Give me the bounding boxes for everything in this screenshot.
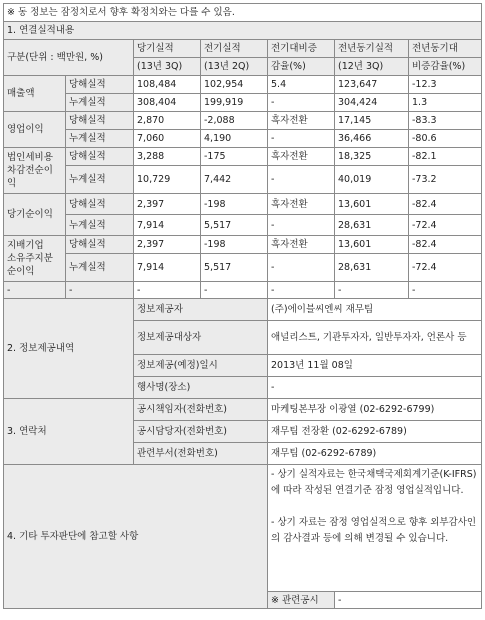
table-row (4, 130, 482, 148)
related-label: ※ 관련공시 (268, 592, 335, 609)
cell-yoy: 123,647 (335, 76, 409, 94)
cell-yoyp: -82.4 (409, 236, 482, 254)
cell-yoyp: -72.4 (409, 215, 482, 236)
cell-qoq: - (268, 166, 335, 194)
cell-prev: -198 (201, 236, 268, 254)
cell-prev: 102,954 (201, 76, 268, 94)
cell-yoyp: -72.4 (409, 254, 482, 282)
metric-name-line: 지배기업 (7, 240, 44, 251)
provider-value: (주)에이블씨엔씨 재무팀 (268, 299, 482, 321)
period-type: 누계실적 (66, 215, 134, 236)
cell-yoyp: -83.3 (409, 112, 482, 130)
cell-cur: 3,288 (134, 148, 201, 166)
period-type: 누계실적 (66, 130, 134, 148)
cell-cur: 7,060 (134, 130, 201, 148)
period-type: 누계실적 (66, 166, 134, 194)
dash-cell: - (268, 282, 335, 299)
table-row (4, 166, 482, 194)
metric-name-line: 차감전순이 (7, 165, 53, 176)
section4-title: 4. 기타 투자판단에 참고할 사항 (4, 465, 268, 609)
cell-qoq: - (268, 130, 335, 148)
metric-name: 매출액 (4, 76, 66, 112)
cell-yoyp: -82.4 (409, 194, 482, 215)
period-type: 당해실적 (66, 148, 134, 166)
cell-qoq: 흑자전환 (268, 236, 335, 254)
cell-prev: 199,919 (201, 94, 268, 112)
table-row (4, 112, 482, 130)
dash-cell: - (4, 282, 66, 299)
cell-yoyp: -12.3 (409, 76, 482, 94)
period-type: 당해실적 (66, 76, 134, 94)
cell-qoq: - (268, 254, 335, 282)
table-row (4, 236, 482, 254)
yoy-header: 전년동기실적 (335, 40, 409, 58)
metric-name-line: 순이익 (7, 266, 35, 277)
cell-yoy: 17,145 (335, 112, 409, 130)
disclosure-form (3, 3, 481, 609)
table-row (4, 194, 482, 215)
cell-prev: 4,190 (201, 130, 268, 148)
cell-qoq: - (268, 215, 335, 236)
staff-value: 재무팀 전장환 (02-6292-6789) (268, 421, 482, 443)
cell-prev: -175 (201, 148, 268, 166)
cell-qoq: - (268, 94, 335, 112)
dash-cell: - (134, 282, 201, 299)
cell-prev: 5,517 (201, 215, 268, 236)
cell-prev: -2,088 (201, 112, 268, 130)
empty-row (4, 282, 482, 299)
cell-yoy: 304,424 (335, 94, 409, 112)
cell-qoq: 5.4 (268, 76, 335, 94)
section1-title-row (4, 22, 482, 40)
cell-cur: 2,397 (134, 194, 201, 215)
metric-name (4, 236, 66, 282)
cell-yoy: 40,019 (335, 166, 409, 194)
cell-yoy: 13,601 (335, 194, 409, 215)
cell-cur: 10,729 (134, 166, 201, 194)
cell-yoy: 13,601 (335, 236, 409, 254)
cur-period: (13년 3Q) (134, 58, 201, 76)
table-row (4, 254, 482, 282)
cell-cur: 7,914 (134, 215, 201, 236)
metric-name-line: 법인세비용 (7, 152, 53, 163)
cell-yoy: 28,631 (335, 215, 409, 236)
notice-text: ※ 동 정보는 잠정치로서 향후 확정치와는 다를 수 있음. (4, 4, 482, 22)
table-row (4, 94, 482, 112)
cell-yoy: 28,631 (335, 254, 409, 282)
remark-spacer (271, 499, 478, 515)
yoyp-unit: 비증감율(%) (409, 58, 482, 76)
period-type: 누계실적 (66, 94, 134, 112)
cell-cur: 2,870 (134, 112, 201, 130)
cell-prev: 7,442 (201, 166, 268, 194)
venue-value: - (268, 377, 482, 399)
cell-yoyp: 1.3 (409, 94, 482, 112)
cell-yoyp: -73.2 (409, 166, 482, 194)
cell-cur: 108,484 (134, 76, 201, 94)
section1-title: 1. 연결실적내용 (4, 22, 482, 40)
prev-header: 전기실적 (201, 40, 268, 58)
target-label: 정보제공대상자 (134, 321, 268, 355)
table-row (4, 215, 482, 236)
cell-cur: 7,914 (134, 254, 201, 282)
cell-qoq: 흑자전환 (268, 194, 335, 215)
cell-yoyp: -80.6 (409, 130, 482, 148)
metric-name-line: 익 (7, 178, 17, 189)
remark-note-2: - 상기 자료는 잠정 영업실적으로 향후 외부감사인의 감사결과 등에 의해 변경될 수 있습니다. (271, 517, 477, 544)
contact-row (4, 399, 482, 421)
dept-label: 관련부서(전화번호) (134, 443, 268, 465)
header-row-1 (4, 40, 482, 58)
metric-name: 당기순이익 (4, 194, 66, 236)
disclosure-table (3, 3, 482, 609)
venue-label: 행사명(장소) (134, 377, 268, 399)
cell-prev: -198 (201, 194, 268, 215)
date-value: 2013년 11월 08일 (268, 355, 482, 377)
cell-yoyp: -82.1 (409, 148, 482, 166)
cur-header: 당기실적 (134, 40, 201, 58)
target-value: 애널리스트, 기관투자자, 일반투자자, 언론사 등 (268, 321, 482, 355)
remark-note-1: - 상기 실적자료는 한국채택국제회계기준(K-IFRS)에 따라 작성된 연결기준 잠정 영업실적입니다. (271, 469, 477, 496)
dept-value: 재무팀 (02-6292-6789) (268, 443, 482, 465)
dash-cell: - (201, 282, 268, 299)
qoq-header: 전기대비증 (268, 40, 335, 58)
cell-qoq: 흑자전환 (268, 148, 335, 166)
cell-yoy: 36,466 (335, 130, 409, 148)
section2-title: 2. 정보제공내역 (4, 299, 134, 399)
info-row (4, 299, 482, 321)
officer-value: 마케팅본부장 이광열 (02-6292-6799) (268, 399, 482, 421)
period-type: 당해실적 (66, 236, 134, 254)
table-row (4, 76, 482, 94)
unit-header: 구분(단위 : 백만원, %) (4, 40, 134, 76)
related-value: - (335, 592, 482, 609)
notice-row (4, 4, 482, 22)
qoq-unit: 감율(%) (268, 58, 335, 76)
period-type: 누계실적 (66, 254, 134, 282)
remarks-cell (268, 465, 482, 592)
dash-cell: - (335, 282, 409, 299)
period-type: 당해실적 (66, 194, 134, 215)
provider-label: 정보제공자 (134, 299, 268, 321)
cell-prev: 5,517 (201, 254, 268, 282)
dash-cell: - (409, 282, 482, 299)
yoy-period: (12년 3Q) (335, 58, 409, 76)
metric-name (4, 148, 66, 194)
yoyp-header: 전년동기대 (409, 40, 482, 58)
metric-name-line: 소유주지분 (7, 253, 53, 264)
dash-cell: - (66, 282, 134, 299)
staff-label: 공시담당자(전화번호) (134, 421, 268, 443)
section3-title: 3. 연락처 (4, 399, 134, 465)
cell-cur: 2,397 (134, 236, 201, 254)
table-row (4, 148, 482, 166)
cell-qoq: 흑자전환 (268, 112, 335, 130)
officer-label: 공시책임자(전화번호) (134, 399, 268, 421)
metric-name: 영업이익 (4, 112, 66, 148)
period-type: 당해실적 (66, 112, 134, 130)
cell-cur: 308,404 (134, 94, 201, 112)
date-label: 정보제공(예정)일시 (134, 355, 268, 377)
prev-period: (13년 2Q) (201, 58, 268, 76)
remarks-row (4, 465, 482, 592)
cell-yoy: 18,325 (335, 148, 409, 166)
